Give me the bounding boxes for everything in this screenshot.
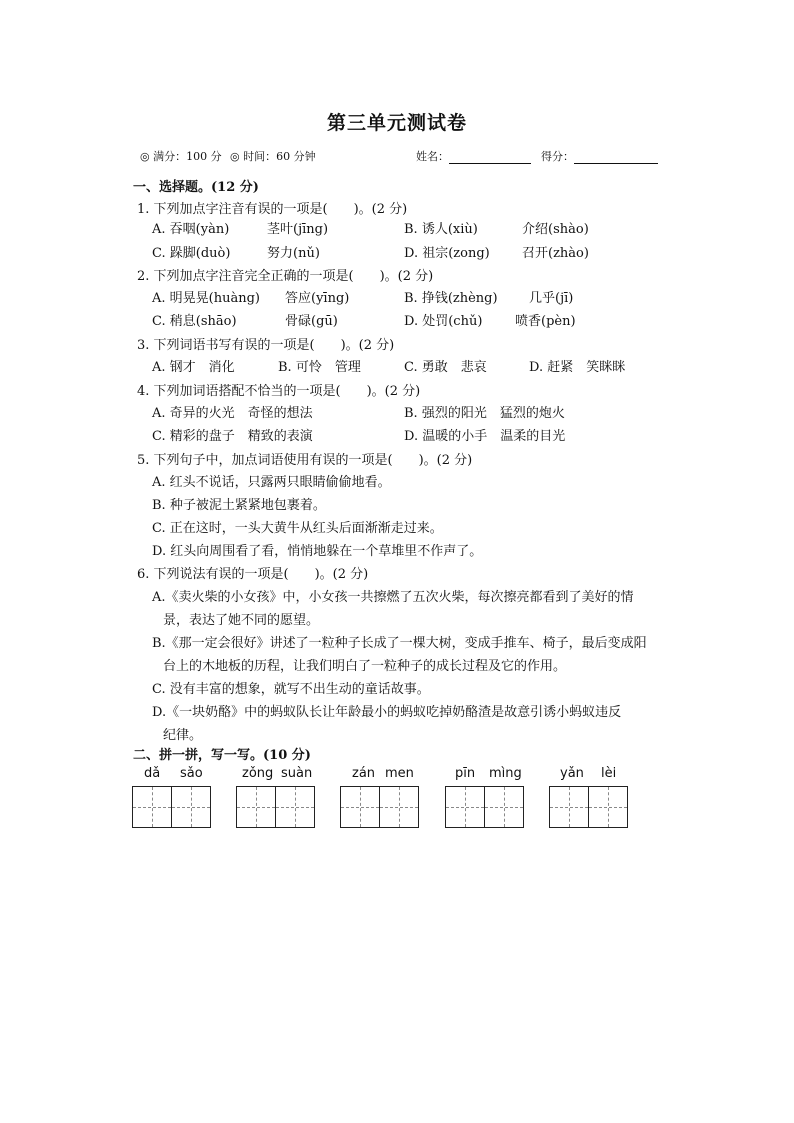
question-2-options-row2 (152, 310, 652, 328)
section2-heading: 二、拼一拼，写一写。(10 分) (133, 748, 311, 763)
pinyin-2a: zǒng (242, 766, 274, 781)
name-label: 姓名： (416, 150, 449, 163)
q6-option-b[interactable]: B.《那一定会很好》讲述了一粒种子长成了一棵大树，变成手推车、椅子，最后变成阳 (152, 636, 647, 651)
q2-option-a2: 答应(yīng) (285, 291, 350, 306)
q3-option-b[interactable]: B. 可怜 管理 (278, 360, 361, 375)
q1-option-c2: 努力(nǔ) (267, 246, 320, 261)
writing-box-2[interactable] (236, 786, 315, 828)
q5-option-a[interactable]: A. 红头不说话，只露两只眼睛偷偷地看。 (152, 475, 391, 490)
grid-cell[interactable] (380, 787, 418, 827)
writing-box-5[interactable] (549, 786, 628, 828)
q3-option-d[interactable]: D. 赶紧 笑眯眯 (529, 360, 626, 375)
q4-option-c[interactable]: C. 精彩的盘子 精致的表演 (152, 429, 313, 444)
question-5-stem: 5. 下列句子中，加点词语使用有误的一项是( )。(2 分) (137, 453, 473, 468)
question-3-stem: 3. 下列词语书写有误的一项是( )。(2 分) (137, 338, 395, 353)
question-1-options-row1 (152, 218, 652, 236)
grid-cell[interactable] (341, 787, 380, 827)
q1-option-a2: 茎叶(jīng) (267, 222, 329, 237)
question-4-options-row2 (152, 425, 652, 443)
question-4-options-row1 (152, 402, 652, 420)
q6-option-c[interactable]: C. 没有丰富的想象，就写不出生动的童话故事。 (152, 682, 430, 697)
q2-option-c[interactable]: C. 稍息(shāo) (152, 314, 237, 329)
pinyin-3b: men (385, 766, 414, 781)
pinyin-2b: suàn (281, 766, 313, 781)
q1-option-b[interactable]: B. 诱人(xiù) (404, 222, 478, 237)
q2-option-c2: 骨碌(gū) (285, 314, 338, 329)
writing-box-1[interactable] (132, 786, 211, 828)
pinyin-3a: zán (352, 766, 376, 781)
q2-option-b2: 几乎(jī) (529, 291, 574, 306)
q6-option-d-cont: 纪律。 (163, 728, 203, 743)
grid-cell[interactable] (550, 787, 589, 827)
question-1-options-row2 (152, 242, 652, 260)
pinyin-1b: sǎo (180, 766, 203, 781)
q2-option-a[interactable]: A. 明晃晃(huàng) (152, 291, 260, 306)
q4-option-b[interactable]: B. 强烈的阳光 猛烈的炮火 (404, 406, 565, 421)
q1-option-d2: 召开(zhào) (522, 246, 589, 261)
grid-cell[interactable] (172, 787, 210, 827)
score-blank[interactable] (574, 163, 658, 164)
grid-cell[interactable] (276, 787, 314, 827)
q6-option-d[interactable]: D.《一块奶酪》中的蚂蚁队长让年龄最小的蚂蚁吃掉奶酪渣是故意引诱小蚂蚁违反 (152, 705, 622, 720)
score-label: 得分： (541, 150, 574, 163)
writing-box-4[interactable] (445, 786, 524, 828)
question-6-stem: 6. 下列说法有误的一项是( )。(2 分) (137, 567, 369, 582)
q5-option-c[interactable]: C. 正在这时，一头大黄牛从红头后面渐渐走过来。 (152, 521, 443, 536)
full-score-label: ◎ 满分：100 分 (140, 150, 222, 163)
q2-option-d[interactable]: D. 处罚(chǔ) (404, 314, 483, 329)
q4-option-d[interactable]: D. 温暖的小手 温柔的目光 (404, 429, 566, 444)
page-title: 第三单元测试卷 (326, 112, 467, 134)
q2-option-d2: 喷香(pèn) (515, 314, 576, 329)
pinyin-5b: lèi (601, 766, 617, 781)
grid-cell[interactable] (133, 787, 172, 827)
q1-option-a[interactable]: A. 吞咽(yàn) (152, 222, 230, 237)
pinyin-5a: yǎn (560, 766, 584, 781)
q6-option-a-cont: 景，表达了她不同的愿望。 (163, 613, 320, 628)
pinyin-4b: mìng (489, 766, 522, 781)
q1-option-d[interactable]: D. 祖宗(zong) (404, 246, 490, 261)
q1-option-b2: 介绍(shào) (522, 222, 589, 237)
q3-option-a[interactable]: A. 钢才 消化 (152, 360, 235, 375)
q4-option-a[interactable]: A. 奇异的火光 奇怪的想法 (152, 406, 313, 421)
q5-option-b[interactable]: B. 种子被泥土紧紧地包裹着。 (152, 498, 326, 513)
question-1-stem: 1. 下列加点字注音有误的一项是( )。(2 分) (137, 202, 408, 217)
grid-cell[interactable] (589, 787, 627, 827)
score-field[interactable] (541, 148, 658, 164)
q2-option-b[interactable]: B. 挣钱(zhèng) (404, 291, 498, 306)
time-label: ◎ 时间：60 分钟 (230, 150, 316, 163)
question-2-stem: 2. 下列加点字注音完全正确的一项是( )。(2 分) (137, 269, 434, 284)
q1-option-c[interactable]: C. 跺脚(duò) (152, 246, 231, 261)
name-field[interactable] (416, 148, 531, 164)
q6-option-b-cont: 台上的木地板的历程，让我们明白了一粒种子的成长过程及它的作用。 (163, 659, 567, 674)
pinyin-1a: dǎ (144, 766, 161, 781)
grid-cell[interactable] (446, 787, 485, 827)
grid-cell[interactable] (237, 787, 276, 827)
pinyin-4a: pīn (455, 766, 476, 781)
writing-box-3[interactable] (340, 786, 419, 828)
question-4-stem: 4. 下列加词语搭配不恰当的一项是( )。(2 分) (137, 384, 421, 399)
q5-option-d[interactable]: D. 红头向周围看了看，悄悄地躲在一个草堆里不作声了。 (152, 544, 483, 559)
q3-option-c[interactable]: C. 勇敢 悲哀 (404, 360, 487, 375)
section1-heading: 一、选择题。(12 分) (133, 180, 259, 195)
q6-option-a[interactable]: A.《卖火柴的小女孩》中，小女孩一共擦燃了五次火柴，每次擦亮都看到了美好的情 (152, 590, 634, 605)
grid-cell[interactable] (485, 787, 523, 827)
name-blank[interactable] (449, 163, 531, 164)
question-2-options-row1 (152, 287, 652, 305)
question-3-options (152, 356, 652, 374)
